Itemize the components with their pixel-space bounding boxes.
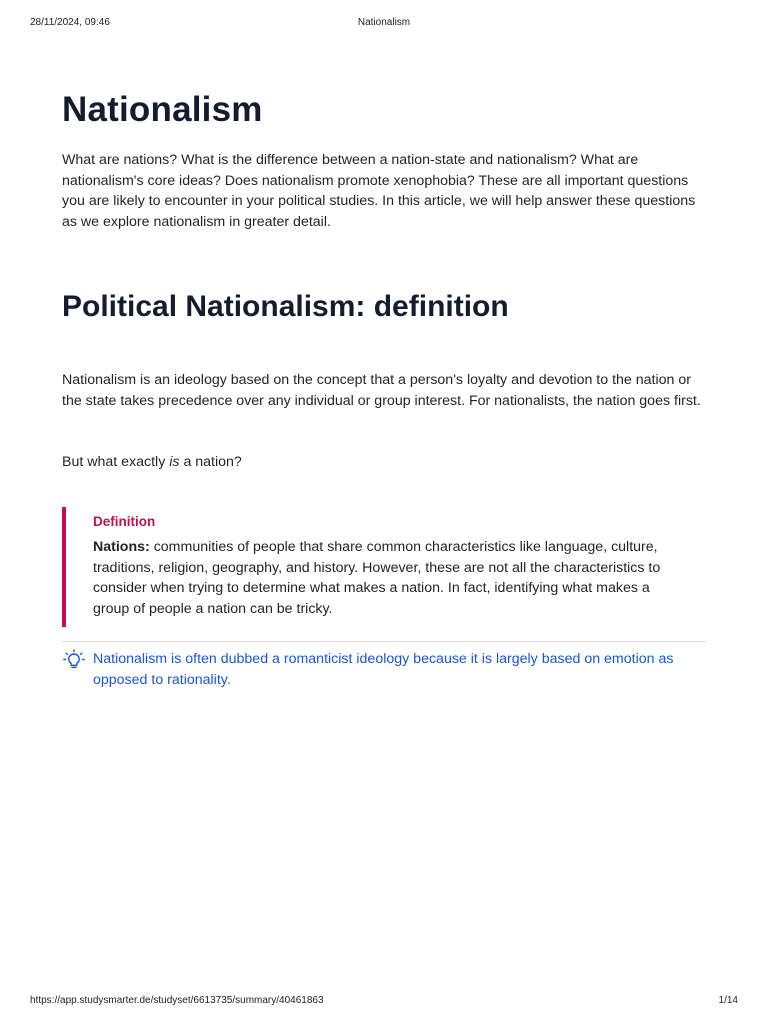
print-header	[30, 17, 738, 31]
page-number: 1/14	[718, 995, 738, 1006]
print-doc-title: Nationalism	[357, 17, 411, 28]
page-title: Nationalism	[62, 90, 263, 129]
lightbulb-icon	[63, 649, 85, 671]
definition-paragraph: Nationalism is an ideology based on the concept that a person's loyalty and devotion to the nation or the state takes precedence over any individual or group interest. For nationalists, the nation goes first.	[62, 372, 701, 409]
question-emphasis: is	[169, 454, 180, 470]
intro-paragraph: What are nations? What is the difference between a nation-state and nationalism? What are nationalism's core ideas? Does nationalism promote xenophobia? These are all important questions you are likely to encounter in your political studies. In this article, we will help answer these questions as we explore nationalism in greater detail.	[62, 152, 696, 230]
definition-body: communities of people that share common characteristics like language, culture, traditions, religion, geography, and history. However, these are not all the characteristics to consider when trying to determine what makes a nation. In fact, identifying what makes a group of people a nation can be tricky.	[93, 539, 661, 617]
question-prefix: But what exactly	[62, 454, 170, 470]
tip-divider	[62, 641, 706, 642]
definition-box	[62, 507, 706, 627]
definition-text	[93, 537, 683, 619]
print-footer	[30, 995, 738, 1009]
definition-term: Nations:	[93, 539, 150, 555]
print-date: 28/11/2024, 09:46	[30, 17, 110, 28]
question-paragraph	[62, 452, 706, 473]
tip-text: Nationalism is often dubbed a romanticist ideology because it is largely based on emotion as opposed to rationality.	[93, 651, 674, 688]
definition-label: Definition	[93, 514, 156, 529]
section-title: Political Nationalism: definition	[62, 290, 509, 323]
print-url[interactable]: https://app.studysmarter.de/studyset/6613735/summary/40461863	[30, 995, 324, 1006]
question-suffix: a nation?	[179, 454, 242, 470]
